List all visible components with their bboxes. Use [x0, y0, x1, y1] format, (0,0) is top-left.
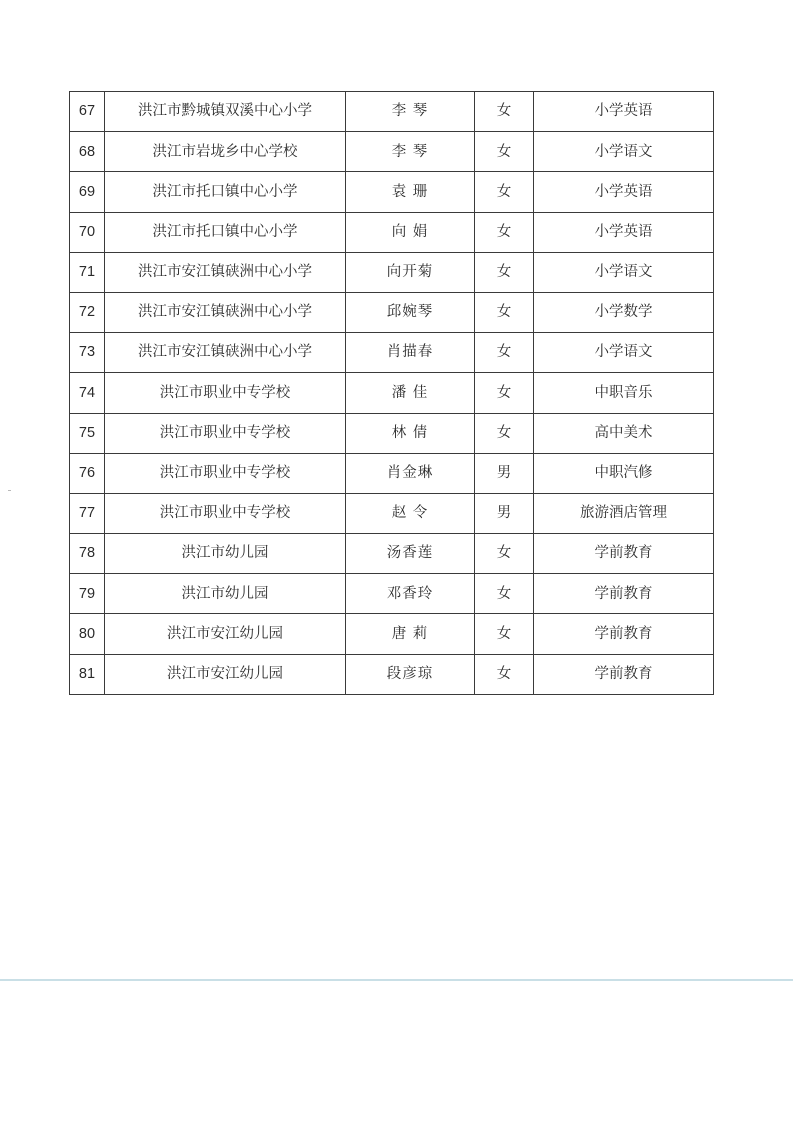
gender-cell: 女 — [475, 333, 534, 373]
teacher-name-cell: 林 倩 — [346, 413, 475, 453]
table-row — [70, 373, 714, 413]
teacher-roster-table — [69, 91, 714, 695]
teacher-name-cell: 李 琴 — [346, 132, 475, 172]
teacher-name-cell: 汤香莲 — [346, 534, 475, 574]
scan-edge-mark — [8, 490, 11, 491]
subject-cell: 小学英语 — [534, 172, 714, 212]
table-row — [70, 92, 714, 132]
table-row — [70, 614, 714, 654]
school-cell: 洪江市幼儿园 — [105, 534, 346, 574]
table-row — [70, 574, 714, 614]
teacher-name-cell: 潘 佳 — [346, 373, 475, 413]
gender-cell: 女 — [475, 373, 534, 413]
table-row — [70, 132, 714, 172]
teacher-name-cell: 邓香玲 — [346, 574, 475, 614]
gender-cell: 女 — [475, 614, 534, 654]
subject-cell: 小学语文 — [534, 333, 714, 373]
gender-cell: 女 — [475, 654, 534, 694]
gender-cell: 男 — [475, 493, 534, 533]
school-cell: 洪江市安江镇硖洲中心小学 — [105, 252, 346, 292]
gender-cell: 女 — [475, 534, 534, 574]
subject-cell: 学前教育 — [534, 574, 714, 614]
gender-cell: 男 — [475, 453, 534, 493]
teacher-name-cell: 邱婉琴 — [346, 292, 475, 332]
teacher-name-cell: 肖金琳 — [346, 453, 475, 493]
teacher-name-cell: 段彦琼 — [346, 654, 475, 694]
school-cell: 洪江市托口镇中心小学 — [105, 212, 346, 252]
school-cell: 洪江市职业中专学校 — [105, 413, 346, 453]
table-row — [70, 413, 714, 453]
table-row — [70, 172, 714, 212]
subject-cell: 小学数学 — [534, 292, 714, 332]
teacher-name-cell: 赵 令 — [346, 493, 475, 533]
subject-cell: 小学语文 — [534, 252, 714, 292]
row-number-cell: 72 — [70, 292, 105, 332]
row-number-cell: 74 — [70, 373, 105, 413]
table-row — [70, 453, 714, 493]
gender-cell: 女 — [475, 132, 534, 172]
table-body — [70, 92, 714, 695]
row-number-cell: 75 — [70, 413, 105, 453]
subject-cell: 小学英语 — [534, 212, 714, 252]
school-cell: 洪江市职业中专学校 — [105, 373, 346, 413]
table-row — [70, 493, 714, 533]
gender-cell: 女 — [475, 292, 534, 332]
gender-cell: 女 — [475, 252, 534, 292]
row-number-cell: 79 — [70, 574, 105, 614]
teacher-name-cell: 李 琴 — [346, 92, 475, 132]
teacher-name-cell: 向 娟 — [346, 212, 475, 252]
teacher-name-cell: 袁 珊 — [346, 172, 475, 212]
scan-divider-line — [0, 979, 793, 981]
school-cell: 洪江市职业中专学校 — [105, 493, 346, 533]
table-row — [70, 534, 714, 574]
row-number-cell: 70 — [70, 212, 105, 252]
table-row — [70, 654, 714, 694]
teacher-name-cell: 向开菊 — [346, 252, 475, 292]
school-cell: 洪江市黔城镇双溪中心小学 — [105, 92, 346, 132]
subject-cell: 高中美术 — [534, 413, 714, 453]
row-number-cell: 73 — [70, 333, 105, 373]
school-cell: 洪江市安江幼儿园 — [105, 614, 346, 654]
school-cell: 洪江市托口镇中心小学 — [105, 172, 346, 212]
row-number-cell: 67 — [70, 92, 105, 132]
subject-cell: 中职音乐 — [534, 373, 714, 413]
gender-cell: 女 — [475, 574, 534, 614]
school-cell: 洪江市幼儿园 — [105, 574, 346, 614]
gender-cell: 女 — [475, 172, 534, 212]
subject-cell: 旅游酒店管理 — [534, 493, 714, 533]
subject-cell: 小学英语 — [534, 92, 714, 132]
subject-cell: 小学语文 — [534, 132, 714, 172]
subject-cell: 学前教育 — [534, 534, 714, 574]
row-number-cell: 80 — [70, 614, 105, 654]
row-number-cell: 78 — [70, 534, 105, 574]
row-number-cell: 68 — [70, 132, 105, 172]
school-cell: 洪江市岩垅乡中心学校 — [105, 132, 346, 172]
teacher-name-cell: 唐 莉 — [346, 614, 475, 654]
school-cell: 洪江市安江幼儿园 — [105, 654, 346, 694]
gender-cell: 女 — [475, 413, 534, 453]
school-cell: 洪江市安江镇硖洲中心小学 — [105, 333, 346, 373]
gender-cell: 女 — [475, 212, 534, 252]
school-cell: 洪江市职业中专学校 — [105, 453, 346, 493]
row-number-cell: 81 — [70, 654, 105, 694]
gender-cell: 女 — [475, 92, 534, 132]
school-cell: 洪江市安江镇硖洲中心小学 — [105, 292, 346, 332]
table-row — [70, 212, 714, 252]
row-number-cell: 69 — [70, 172, 105, 212]
table-row — [70, 333, 714, 373]
table-row — [70, 252, 714, 292]
subject-cell: 学前教育 — [534, 654, 714, 694]
row-number-cell: 77 — [70, 493, 105, 533]
subject-cell: 学前教育 — [534, 614, 714, 654]
table-row — [70, 292, 714, 332]
row-number-cell: 76 — [70, 453, 105, 493]
teacher-name-cell: 肖描春 — [346, 333, 475, 373]
subject-cell: 中职汽修 — [534, 453, 714, 493]
row-number-cell: 71 — [70, 252, 105, 292]
